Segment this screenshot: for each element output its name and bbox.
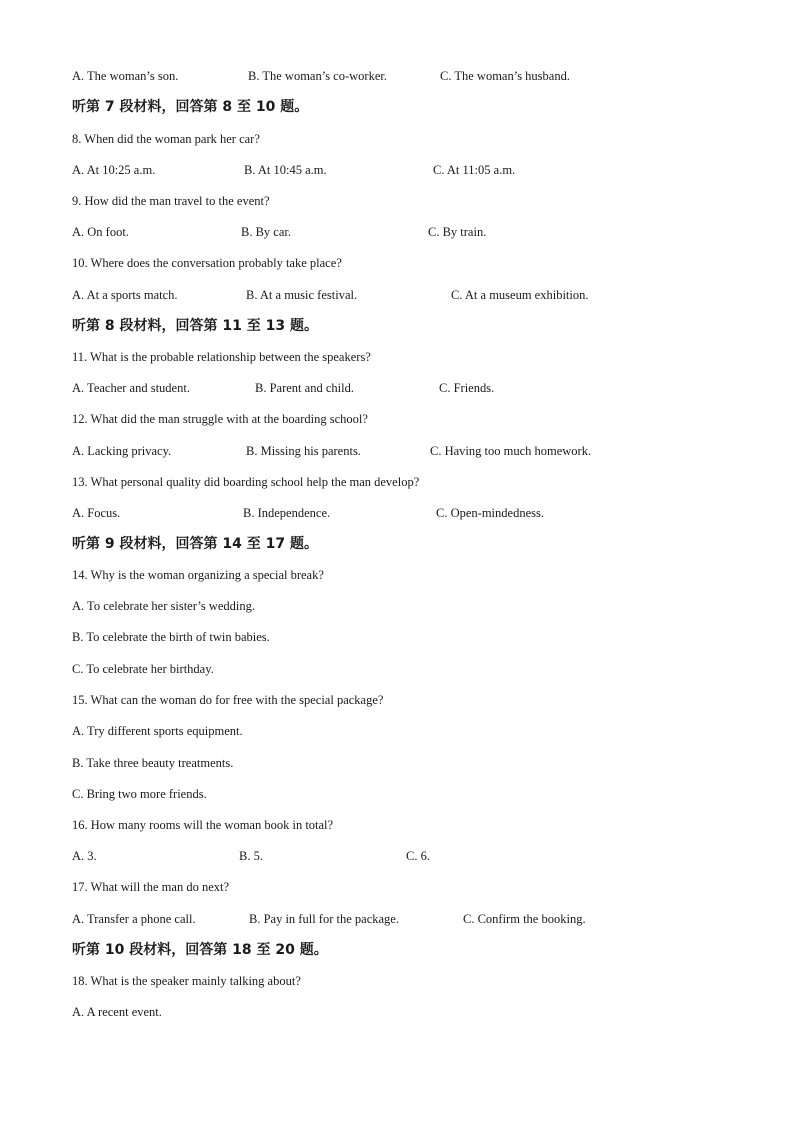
q9-option-b: B. By car. <box>241 225 291 239</box>
q15-option-c: C. Bring two more friends. <box>72 787 207 801</box>
q16-option-c: C. 6. <box>406 849 430 863</box>
q14-option-b: B. To celebrate the birth of twin babies. <box>72 630 270 644</box>
section-10-heading: 听第 10 段材料，回答第 18 至 20 题。 <box>72 942 328 958</box>
q11-option-c: C. Friends. <box>439 381 495 395</box>
q16-option-a: A. 3. <box>72 849 97 863</box>
q9-option-c: C. By train. <box>428 225 487 239</box>
q18-option-a: A. A recent event. <box>72 1005 162 1019</box>
q16-question: 16. How many rooms will the woman book in total? <box>72 818 334 832</box>
q14-option-c: C. To celebrate her birthday. <box>72 662 214 676</box>
q14-option-a: A. To celebrate her sister’s wedding. <box>72 599 255 613</box>
q7-option-b: B. The woman’s co-worker. <box>248 69 387 83</box>
q10-option-b: B. At a music festival. <box>246 288 358 302</box>
q12-question: 12. What did the man struggle with at the boarding school? <box>72 412 368 426</box>
q12-option-b: B. Missing his parents. <box>246 444 361 458</box>
q11-option-a: A. Teacher and student. <box>72 381 190 395</box>
q18-question: 18. What is the speaker mainly talking about? <box>72 974 301 988</box>
q9-question: 9. How did the man travel to the event? <box>72 194 270 208</box>
q10-option-a: A. At a sports match. <box>72 288 178 302</box>
q13-question: 13. What personal quality did boarding school help the man develop? <box>72 475 420 489</box>
q15-question: 15. What can the woman do for free with the special package? <box>72 693 384 707</box>
q13-option-a: A. Focus. <box>72 506 121 520</box>
q16-option-b: B. 5. <box>239 849 263 863</box>
q8-option-a: A. At 10:25 a.m. <box>72 163 156 177</box>
q11-question: 11. What is the probable relationship between the speakers? <box>72 350 371 364</box>
q12-option-c: C. Having too much homework. <box>430 444 592 458</box>
q8-option-b: B. At 10:45 a.m. <box>244 163 327 177</box>
q17-option-a: A. Transfer a phone call. <box>72 912 196 926</box>
section-8-heading: 听第 8 段材料，回答第 11 至 13 题。 <box>72 318 318 334</box>
q8-question: 8. When did the woman park her car? <box>72 132 260 146</box>
q17-question: 17. What will the man do next? <box>72 880 230 894</box>
q17-option-b: B. Pay in full for the package. <box>249 912 399 926</box>
q15-option-b: B. Take three beauty treatments. <box>72 756 234 770</box>
q10-option-c: C. At a museum exhibition. <box>451 288 589 302</box>
q7-option-c: C. The woman’s husband. <box>440 69 570 83</box>
q13-option-c: C. Open-mindedness. <box>436 506 544 520</box>
q15-option-a: A. Try different sports equipment. <box>72 724 243 738</box>
q10-question: 10. Where does the conversation probably take place? <box>72 256 342 270</box>
q8-option-c: C. At 11:05 a.m. <box>433 163 516 177</box>
q14-question: 14. Why is the woman organizing a special break? <box>72 568 324 582</box>
section-9-heading: 听第 9 段材料，回答第 14 至 17 题。 <box>72 536 318 552</box>
q13-option-b: B. Independence. <box>243 506 331 520</box>
q7-option-a: A. The woman’s son. <box>72 69 179 83</box>
q9-option-a: A. On foot. <box>72 225 129 239</box>
q17-option-c: C. Confirm the booking. <box>463 912 586 926</box>
q12-option-a: A. Lacking privacy. <box>72 444 172 458</box>
section-7-heading: 听第 7 段材料，回答第 8 至 10 题。 <box>72 99 309 115</box>
q11-option-b: B. Parent and child. <box>255 381 354 395</box>
